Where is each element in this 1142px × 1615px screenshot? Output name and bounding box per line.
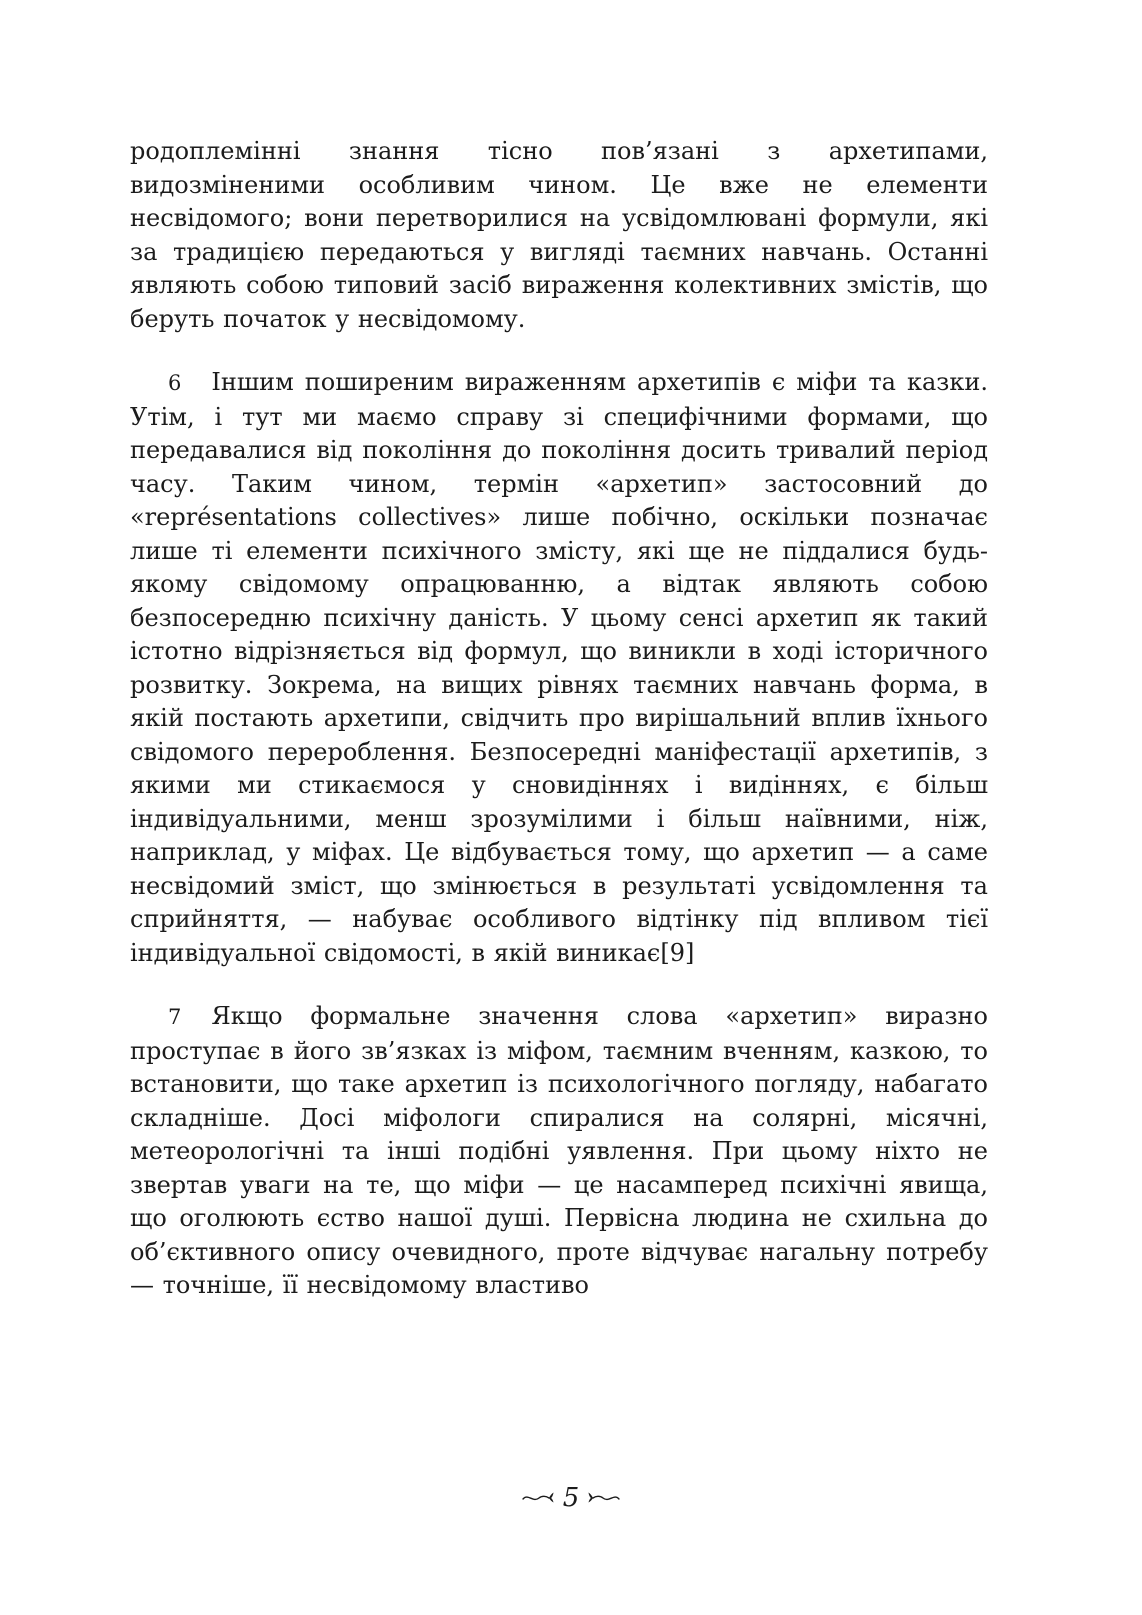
paragraph-number: 7 — [168, 1005, 182, 1029]
paragraph — [130, 135, 988, 336]
paragraph — [130, 1000, 988, 1303]
page-number: 5 — [562, 1483, 580, 1513]
page-text — [130, 135, 988, 1303]
footnote-ref[interactable]: [9] — [660, 938, 695, 967]
floral-flourish-right-icon — [588, 1490, 620, 1506]
paragraph — [130, 366, 988, 970]
page-footer — [0, 1485, 1142, 1511]
paragraph-text: Іншим поширеним вираженням архетипів є міфи та казки. Утім, і тут ми маємо справу зі специфічними формами, що передавалися від покоління до покоління досить тривалий період часу. Таким чином, термін «архетип» застосовний до «représentations collectives» лише побічно, оскільки позначає лише ті елементи психічного змісту, які ще не піддалися будь-якому свідомому опрацюванню, а відтак являють собою безпосередню психічну даність. У цьому сенсі архетип як такий істотно відрізняється від формул, що виникли в ході історичного розвитку. Зокрема, на вищих рівнях таємних навчань форма, в якій постають архетипи, свідчить про вирішальний вплив їхнього свідомого перероблення. Безпосередні маніфестації архетипів, з якими ми стикаємося у сновидіннях і видіннях, є більш індивідуальними, менш зрозумілими і більш наївними, ніж, наприклад, у міфах. Це відбувається тому, що архетип — а саме несвідомий зміст, що змінюється в результаті усвідомлення та сприйняття, — набуває особливого відтінку під впливом тієї індивідуальної свідомості, в якій виникає — [130, 368, 988, 967]
floral-flourish-left-icon — [522, 1490, 554, 1506]
paragraph-number: 6 — [168, 371, 182, 395]
paragraph-text: Якщо формальне значення слова «архетип» виразно проступає в його зв’язках із міфом, таємним вченням, казкою, то встановити, що таке архетип із психологічного погляду, набагато складніше. Досі міфологи спиралися на солярні, місячні, метеорологічні та інші подібні уявлення. При цьому ніхто не звертав уваги на те, що міфи — це насамперед психічні явища, що оголюють єство нашої душі. Первісна людина не схильна до об’єктивного опису очевидного, проте відчуває нагальну потребу — точніше, її несвідомому властиво — [130, 1002, 988, 1299]
paragraph-text: родоплемінні знання тісно пов’язані з архетипами, видозміненими особливим чином. Це вже не елементи несвідомого; вони перетворилися на усвідомлювані формули, які за традицією передаються у вигляді таємних навчань. Останні являють собою типовий засіб вираження колективних змістів, що беруть початок у несвідомому. — [130, 137, 988, 333]
